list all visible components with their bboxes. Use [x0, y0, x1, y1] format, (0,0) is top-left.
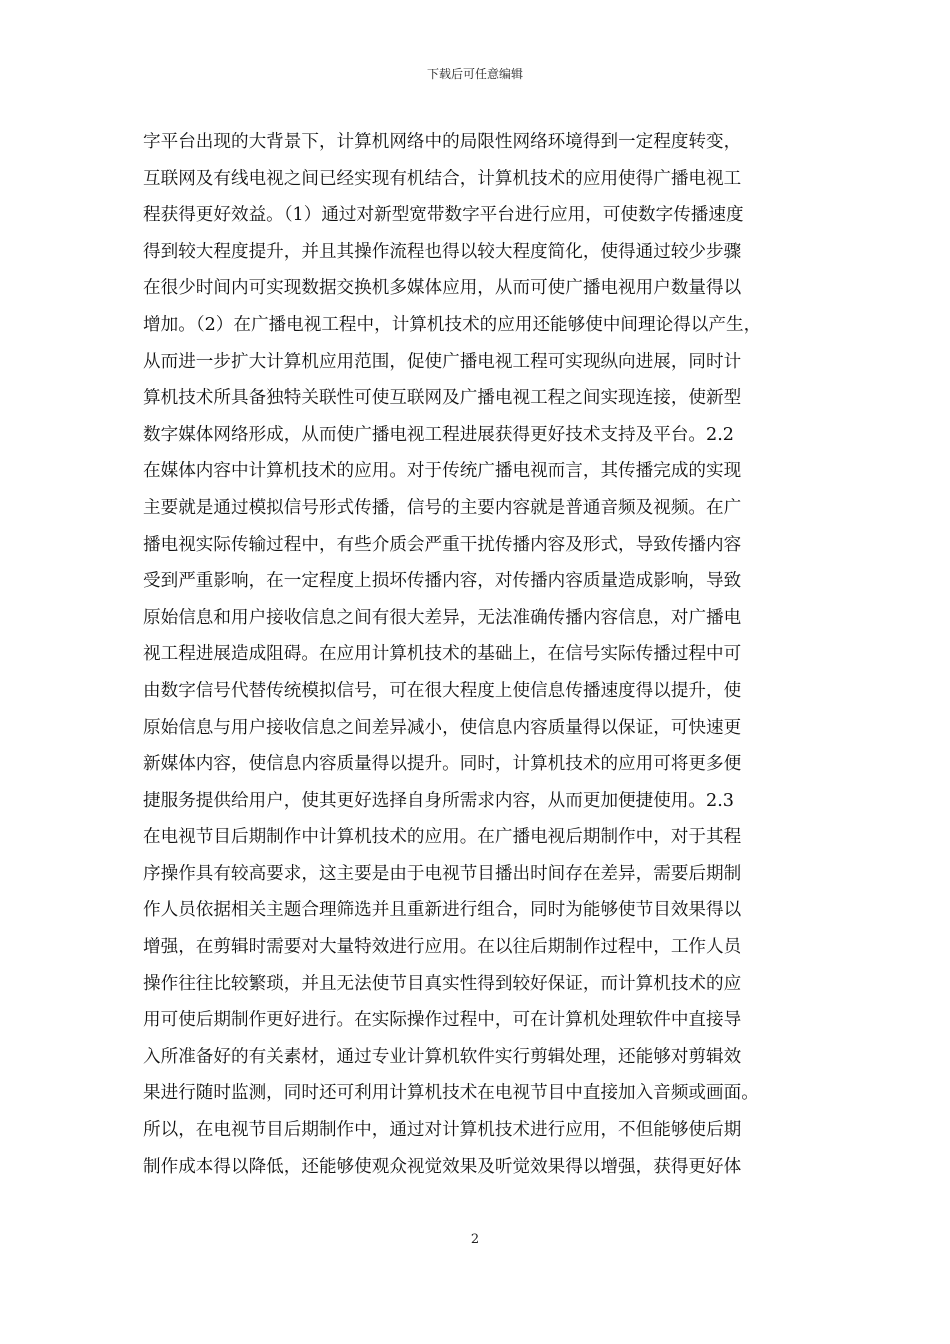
body-line: 原始信息与用户接收信息之间差异减小，使信息内容质量得以保证，可快速更: [143, 717, 742, 738]
body-line: 入所准备好的有关素材，通过专业计算机软件实行剪辑处理，还能够对剪辑效: [143, 1046, 742, 1067]
body-line: 受到严重影响，在一定程度上损坏传播内容，对传播内容质量造成影响，导致: [143, 571, 742, 592]
body-line: 字平台出现的大背景下，计算机网络中的局限性网络环境得到一定程度转变，: [143, 132, 742, 152]
page-header: 下载后可任意编辑: [426, 67, 523, 81]
body-line: 在很少时间内可实现数据交换机多媒体应用，从而可使广播电视用户数量得以: [143, 278, 742, 299]
page-number: 2: [470, 1232, 480, 1247]
body-line: 制作成本得以降低，还能够使观众视觉效果及听觉效果得以增强，获得更好体: [143, 1156, 742, 1177]
body-line: 程获得更好效益。（1）通过对新型宽带数字平台进行应用，可使数字传播速度: [143, 205, 744, 226]
body-line: 作人员依据相关主题合理筛选并且重新进行组合，同时为能够使节目效果得以: [143, 900, 742, 921]
body-line: 所以，在电视节目后期制作中，通过对计算机技术进行应用，不但能够使后期: [143, 1120, 742, 1141]
body-line: 从而进一步扩大计算机应用范围，促使广播电视工程可实现纵向进展，同时计: [143, 351, 742, 372]
body-line: 得到较大程度提升，并且其操作流程也得以较大程度简化，使得通过较少步骤: [143, 241, 742, 262]
body-line: 序操作具有较高要求，这主要是由于电视节目播出时间存在差异，需要后期制: [143, 863, 742, 884]
body-line: 新媒体内容，使信息内容质量得以提升。同时，计算机技术的应用可将更多便: [143, 754, 742, 775]
body-text: [143, 124, 809, 1185]
body-line: 视工程进展造成阻碍。在应用计算机技术的基础上，在信号实际传播过程中可: [143, 644, 742, 665]
body-line: 在电视节目后期制作中计算机技术的应用。在广播电视后期制作中，对于其程: [143, 827, 742, 848]
body-line: 增强，在剪辑时需要对大量特效进行应用。在以往后期制作过程中，工作人员: [143, 937, 742, 958]
body-line: 由数字信号代替传统模拟信号，可在很大程度上使信息传播速度得以提升，使: [143, 680, 742, 701]
body-line: 算机技术所具备独特关联性可使互联网及广播电视工程之间实现连接，使新型: [143, 388, 742, 409]
body-line: 果进行随时监测，同时还可利用计算机技术在电视节目中直接加入音频或画面。: [143, 1083, 759, 1104]
body-line: 操作往往比较繁琐，并且无法使节目真实性得到较好保证，而计算机技术的应: [143, 973, 742, 994]
body-line: 原始信息和用户接收信息之间有很大差异，无法准确传播内容信息，对广播电: [143, 607, 742, 628]
body-line: 主要就是通过模拟信号形式传播，信号的主要内容就是普通音频及视频。在广: [143, 497, 742, 518]
body-line: 播电视实际传输过程中，有些介质会严重干扰传播内容及形式，导致传播内容: [143, 534, 742, 555]
body-line: 用可使后期制作更好进行。在实际操作过程中，可在计算机处理软件中直接导: [143, 1010, 742, 1031]
body-line: 在媒体内容中计算机技术的应用。对于传统广播电视而言，其传播完成的实现: [143, 461, 742, 482]
body-line: 增加。（2）在广播电视工程中，计算机技术的应用还能够使中间理论得以产生，: [143, 314, 762, 335]
body-line: 互联网及有线电视之间已经实现有机结合，计算机技术的应用使得广播电视工: [143, 168, 742, 189]
body-line: 捷服务提供给用户，使其更好选择自身所需求内容，从而更加便捷使用。2.3: [143, 790, 734, 811]
body-line: 数字媒体网络形成，从而使广播电视工程进展获得更好技术支持及平台。2.2: [143, 424, 734, 445]
